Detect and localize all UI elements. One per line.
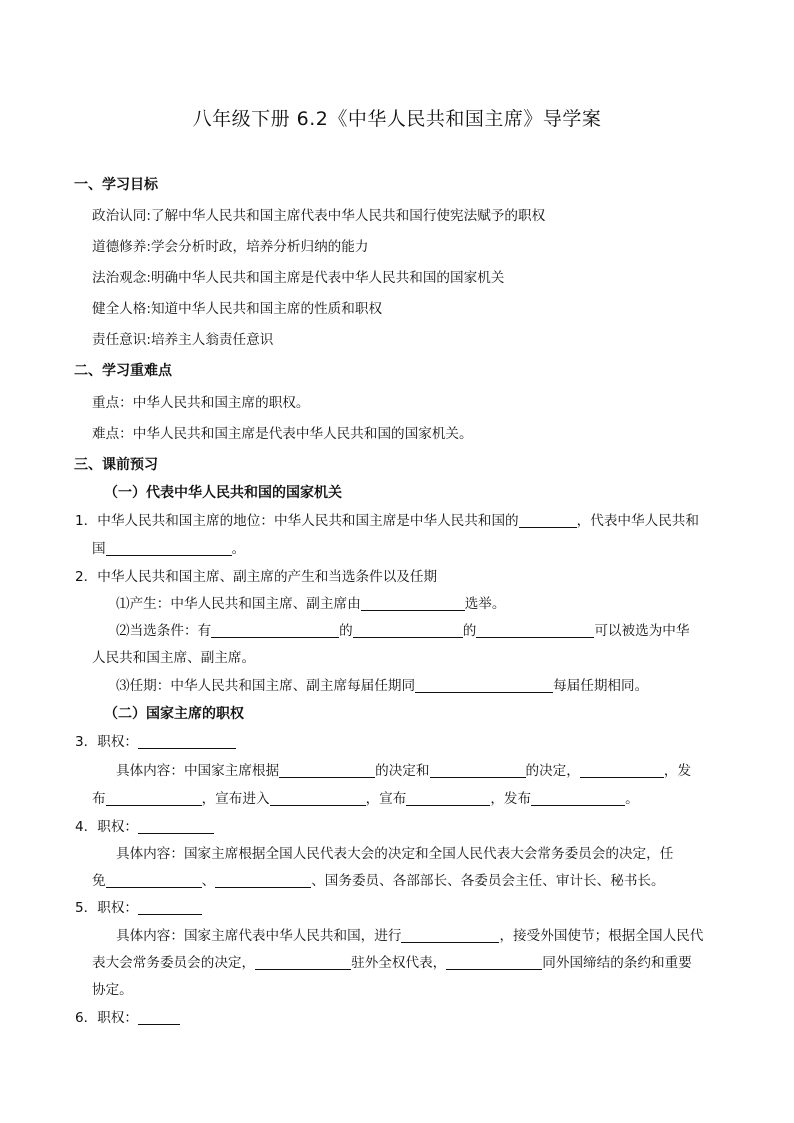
answer-blank[interactable] xyxy=(401,928,499,943)
question-5-content-cont2: 协定。 xyxy=(92,982,133,998)
question-text: 的决定和 xyxy=(375,763,430,779)
question-4 xyxy=(75,817,214,837)
question-text: 6．职权： xyxy=(75,1010,139,1026)
section-heading-preview: 三、课前预习 xyxy=(74,457,158,473)
question-text: 的 xyxy=(462,623,477,639)
question-text: ，发 xyxy=(663,763,692,779)
question-text: 布 xyxy=(92,791,106,807)
question-text: 驻外全权代表， xyxy=(351,955,447,971)
question-2-3 xyxy=(116,676,648,696)
question-2-2 xyxy=(116,621,690,641)
question-text: 。 xyxy=(231,541,246,557)
question-2: 2．中华人民共和国主席、副主席的产生和当选条件以及任期 xyxy=(75,569,438,585)
document-title: 八年级下册 6.2《中华人民共和国主席》导学案 xyxy=(192,108,602,130)
answer-blank[interactable] xyxy=(406,791,490,806)
question-text: 。 xyxy=(625,791,639,807)
question-text: ⑵当选条件：有 xyxy=(116,623,212,639)
answer-blank[interactable] xyxy=(270,791,366,806)
question-text: 、 xyxy=(201,873,216,889)
answer-blank[interactable] xyxy=(138,734,236,749)
answer-blank[interactable] xyxy=(215,873,311,888)
subsection-heading: （二）国家主席的职权 xyxy=(104,706,244,722)
answer-blank[interactable] xyxy=(106,873,202,888)
question-6 xyxy=(75,1008,180,1028)
question-text: 免 xyxy=(92,873,106,889)
question-text: 同外国缔结的条约和重要 xyxy=(542,955,692,971)
question-5-content xyxy=(116,926,703,946)
question-2-1 xyxy=(116,594,505,614)
question-text: ，宣布 xyxy=(365,791,407,807)
answer-blank[interactable] xyxy=(446,955,542,970)
question-3-content xyxy=(116,761,691,781)
answer-blank[interactable] xyxy=(476,623,594,638)
question-1 xyxy=(75,511,699,531)
answer-blank[interactable] xyxy=(138,819,214,834)
answer-blank[interactable] xyxy=(361,596,465,611)
question-text: 选举。 xyxy=(464,596,506,612)
question-text: 的 xyxy=(339,623,353,639)
subsection-heading: （一）代表中华人民共和国的国家机关 xyxy=(104,485,342,501)
question-text: 每届任期相同。 xyxy=(553,678,649,694)
question-3-content-cont xyxy=(92,789,639,809)
answer-blank[interactable] xyxy=(430,763,526,778)
question-text: ⑴产生：中华人民共和国主席、副主席由 xyxy=(116,596,361,612)
question-text: 、国务委员、各部部长、各委员会主任、审计长、秘书长。 xyxy=(311,873,665,889)
answer-blank[interactable] xyxy=(138,900,202,915)
question-3 xyxy=(75,732,236,752)
question-1-cont xyxy=(92,539,245,559)
question-text: 3．职权： xyxy=(75,734,139,750)
question-4-content-cont xyxy=(92,871,665,891)
question-text: 表大会常务委员会的决定， xyxy=(92,955,256,971)
answer-blank[interactable] xyxy=(211,623,339,638)
section-heading-key-points: 二、学习重难点 xyxy=(74,363,172,379)
question-text: ，接受外国使节；根据全国人民代 xyxy=(499,928,704,944)
objective-item: 责任意识:培养主人翁责任意识 xyxy=(92,332,274,348)
question-5-content-cont xyxy=(92,953,692,973)
question-text: ，代表中华人民共和 xyxy=(576,513,699,529)
question-text: 的决定， xyxy=(525,763,580,779)
question-text: 5．职权： xyxy=(75,900,139,916)
answer-blank[interactable] xyxy=(353,623,463,638)
question-text: ，发布 xyxy=(490,791,532,807)
question-text: 4．职权： xyxy=(75,819,139,835)
answer-blank[interactable] xyxy=(531,791,625,806)
question-text: 国 xyxy=(92,541,106,557)
section-heading-objectives: 一、学习目标 xyxy=(74,177,158,193)
question-text: 具体内容：国家主席代表中华人民共和国，进行 xyxy=(116,928,402,944)
question-text: ⑶任期：中华人民共和国主席、副主席每届任期同 xyxy=(116,678,416,694)
answer-blank[interactable] xyxy=(415,678,553,693)
question-text: 具体内容：中国家主席根据 xyxy=(116,763,280,779)
objective-item: 法治观念:明确中华人民共和国主席是代表中华人民共和国的国家机关 xyxy=(92,270,505,286)
key-point: 重点：中华人民共和国主席的职权。 xyxy=(92,395,310,411)
question-2-2-cont: 人民共和国主席、副主席。 xyxy=(92,650,256,666)
question-5 xyxy=(75,898,202,918)
question-text: 可以被选为中华 xyxy=(594,623,690,639)
answer-blank[interactable] xyxy=(106,541,232,556)
difficult-point: 难点：中华人民共和国主席是代表中华人民共和国的国家机关。 xyxy=(92,426,473,442)
answer-blank[interactable] xyxy=(519,513,577,528)
objective-item: 健全人格:知道中华人民共和国主席的性质和职权 xyxy=(92,301,383,317)
objective-item: 道德修养:学会分析时政，培养分析归纳的能力 xyxy=(92,239,369,255)
answer-blank[interactable] xyxy=(279,763,375,778)
question-text: 1．中华人民共和国主席的地位：中华人民共和国主席是中华人民共和国的 xyxy=(75,513,519,529)
answer-blank[interactable] xyxy=(255,955,351,970)
answer-blank[interactable] xyxy=(106,791,202,806)
question-text: ，宣布进入 xyxy=(201,791,270,807)
answer-blank[interactable] xyxy=(580,763,664,778)
question-4-content: 具体内容：国家主席根据全国人民代表大会的决定和全国人民代表大会常务委员会的决定，任 xyxy=(116,846,674,862)
answer-blank[interactable] xyxy=(138,1010,180,1025)
objective-item: 政治认同:了解中华人民共和国主席代表中华人民共和国行使宪法赋予的职权 xyxy=(92,208,546,224)
